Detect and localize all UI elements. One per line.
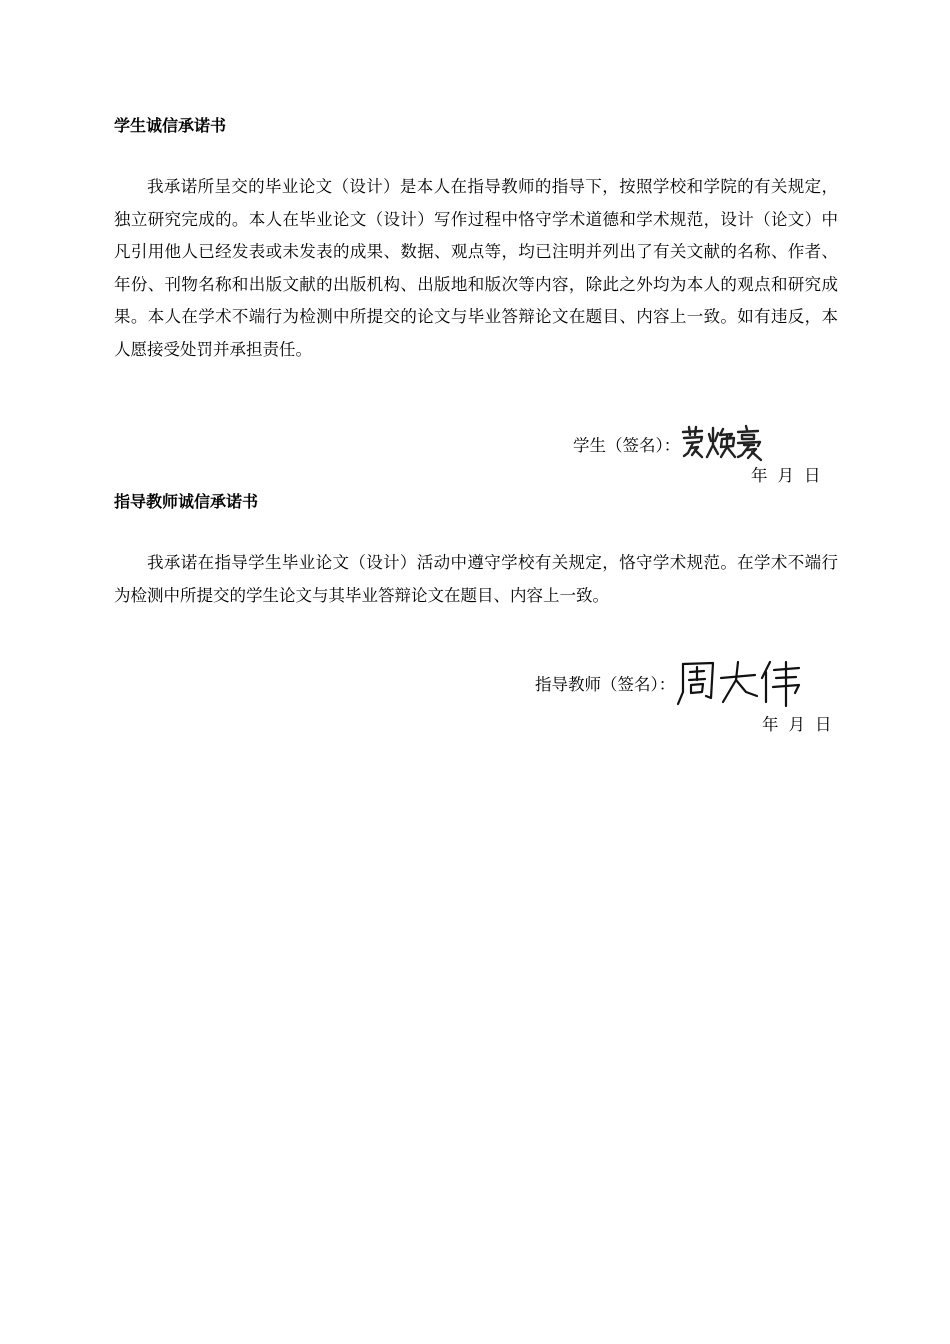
advisor-signature-image [675,656,805,714]
student-signature-date [751,465,823,487]
advisor-signature-line [535,656,805,714]
student-date-day: 日 [804,466,823,485]
advisor-section-title: 指导教师诚信承诺书 [114,492,259,511]
student-section-title: 学生诚信承诺书 [114,116,227,135]
student-signature-line [573,423,764,469]
advisor-signature-date [762,714,834,736]
student-signature-label: 学生（签名）： [573,436,681,455]
student-date-month: 月 [777,466,796,485]
student-date-year: 年 [751,466,770,485]
advisor-date-year: 年 [762,715,781,734]
advisor-pledge-paragraph: 我承诺在指导学生毕业论文（设计）活动中遵守学校有关规定，恪守学术规范。在学术不端行为检测中所提交的学生论文与其毕业答辩论文在题目、内容上一致。 [114,553,838,605]
advisor-date-month: 月 [788,715,807,734]
student-signature-image [680,423,764,469]
student-pledge-paragraph: 我承诺所呈交的毕业论文（设计）是本人在指导教师的指导下，按照学校和学院的有关规定，独立研究完成的。本人在毕业论文（设计）写作过程中恪守学术道德和学术规范，设计（论文）中凡引用他人已经发表或未发表的成果、数据、观点等，均已注明并列出了有关文献的名称、作者、年份、刊物名称和出版文献的出版机构、出版地和版次等内容，除此之外均为本人的观点和研究成果。本人在学术不端行为检测中所提交的论文与毕业答辩论文在题目、内容上一致。如有违反，本人愿接受处罚并承担责任。 [114,177,838,359]
advisor-date-day: 日 [815,715,834,734]
advisor-signature-label: 指导教师（签名）： [535,675,676,694]
